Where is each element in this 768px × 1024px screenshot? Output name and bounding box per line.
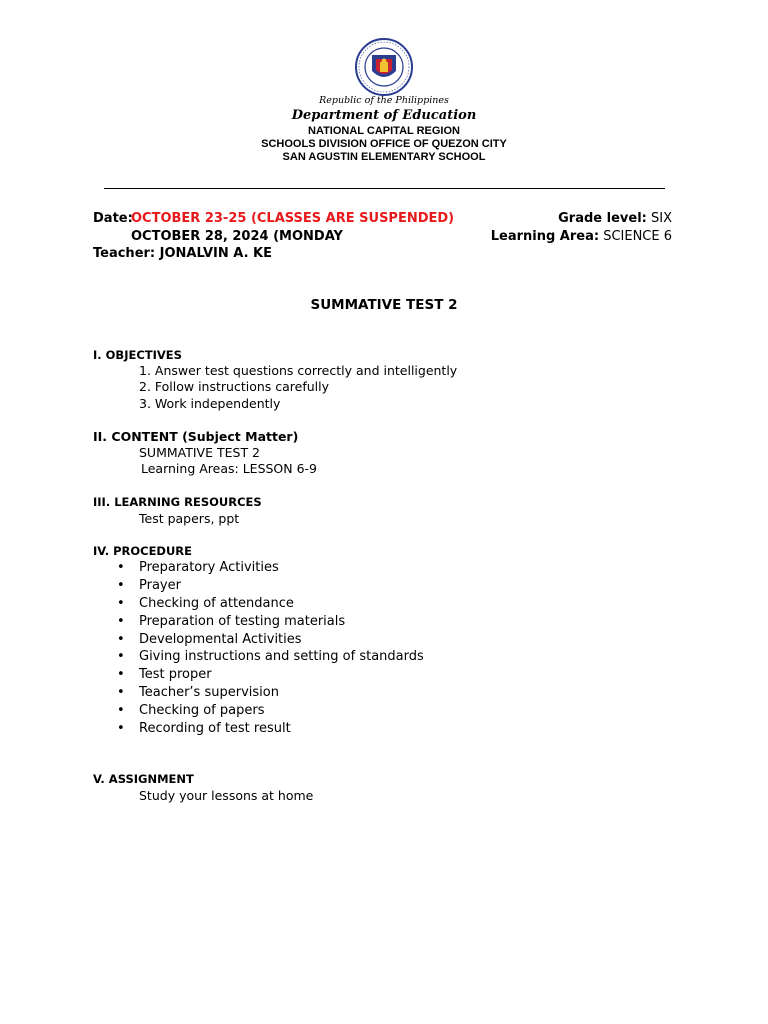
bullet-icon: • bbox=[117, 613, 125, 629]
list-item: • Prayer bbox=[117, 577, 181, 593]
list-item: • Checking of attendance bbox=[117, 595, 294, 611]
bullet-icon: • bbox=[117, 595, 125, 611]
document-title: SUMMATIVE TEST 2 bbox=[310, 297, 458, 313]
objective-item: 2. Follow instructions carefully bbox=[139, 379, 330, 394]
area-label: Learning Area: bbox=[490, 229, 600, 244]
division-text: SCHOOLS DIVISION OFFICE OF QUEZON CITY bbox=[261, 138, 507, 150]
bullet-icon: • bbox=[117, 685, 125, 701]
date-value-suspended: OCTOBER 23-25 (CLASSES ARE SUSPENDED) bbox=[131, 211, 455, 226]
grade-label: Grade level: bbox=[558, 211, 647, 226]
procedure-list bbox=[117, 559, 424, 738]
list-item: • Checking of papers bbox=[117, 703, 265, 719]
objectives-heading: I. OBJECTIVES bbox=[93, 348, 182, 362]
bullet-icon: • bbox=[117, 577, 125, 593]
bullet-icon: • bbox=[117, 703, 125, 719]
content-heading: II. CONTENT (Subject Matter) bbox=[93, 429, 299, 444]
area-value: SCIENCE 6 bbox=[603, 229, 672, 244]
region-text: NATIONAL CAPITAL REGION bbox=[308, 125, 460, 137]
deped-seal bbox=[350, 37, 418, 97]
bullet-icon: • bbox=[117, 631, 125, 647]
list-item: • Test proper bbox=[117, 667, 212, 683]
bullet-icon: • bbox=[117, 649, 125, 665]
assignment-heading: V. ASSIGNMENT bbox=[93, 772, 194, 786]
objective-item: 3. Work independently bbox=[139, 396, 281, 411]
learning-area bbox=[491, 229, 672, 244]
content-line: Learning Areas: LESSON 6-9 bbox=[141, 461, 318, 476]
header-divider bbox=[104, 188, 665, 189]
resources-heading: III. LEARNING RESOURCES bbox=[93, 495, 262, 509]
list-item: • Preparation of testing materials bbox=[117, 613, 346, 629]
list-item: • Teacher’s supervision bbox=[117, 685, 279, 701]
bullet-icon: • bbox=[117, 560, 125, 575]
assignment-line: Study your lessons at home bbox=[139, 788, 314, 803]
republic-text: Republic of the Philippines bbox=[319, 95, 449, 106]
grade-value: SIX bbox=[651, 211, 672, 226]
resources-line: Test papers, ppt bbox=[139, 511, 240, 526]
objective-item: 1. Answer test questions correctly and intelligently bbox=[139, 363, 458, 378]
list-item: • Giving instructions and setting of standards bbox=[117, 649, 424, 665]
bullet-icon: • bbox=[117, 667, 125, 683]
teacher-label: Teacher: JONALVIN A. KE bbox=[93, 246, 272, 261]
school-text: SAN AGUSTIN ELEMENTARY SCHOOL bbox=[282, 151, 486, 163]
bullet-icon: • bbox=[117, 721, 125, 737]
date-value-monday: OCTOBER 28, 2024 (MONDAY bbox=[131, 229, 343, 244]
list-item: • Developmental Activities bbox=[117, 631, 302, 647]
date-label: Date: bbox=[93, 211, 133, 226]
content-line: SUMMATIVE TEST 2 bbox=[139, 445, 261, 460]
list-item: • Preparatory Activities bbox=[117, 560, 279, 575]
list-item: • Recording of test result bbox=[117, 721, 291, 737]
procedure-heading: IV. PROCEDURE bbox=[93, 544, 193, 558]
department-text: Department of Education bbox=[291, 108, 477, 123]
grade-level bbox=[558, 211, 672, 226]
